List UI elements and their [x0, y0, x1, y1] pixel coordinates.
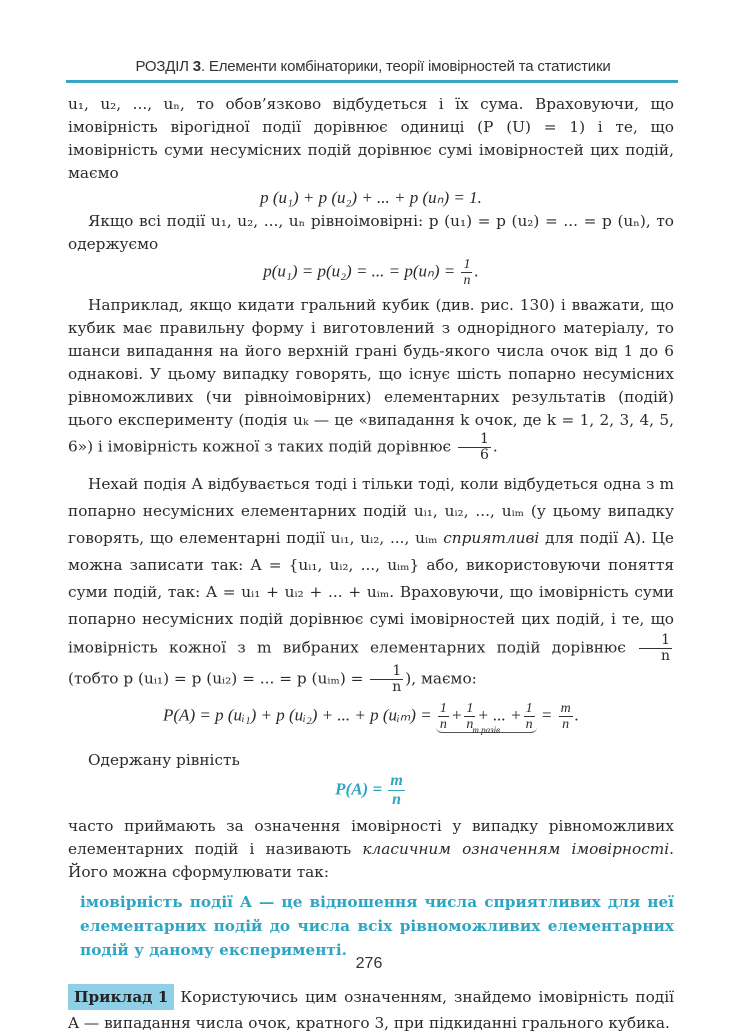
fraction: [458, 432, 491, 463]
formula-classical-derivation: [68, 701, 674, 733]
italic-term: сприятливі: [443, 529, 540, 547]
paragraph-text: для події A). Це можна записати так: A = {uᵢ₁, uᵢ₂, ..., uᵢₘ} або, використовуючи поняття суми подій, так: A = uᵢ₁ + uᵢ₂ + ... + uᵢₘ. Враховуючи, що імовірність суми попарно несумісних подій дорівнює сумі імовірностей цих подій, і те, що імовірність кожної з m вибраних елементарних подій дорівнює: [68, 529, 674, 657]
formula-text: +: [450, 705, 463, 725]
header-divider: [66, 80, 678, 83]
fraction: [370, 664, 403, 695]
section-header: [68, 58, 678, 75]
paragraph: u₁, u₂, ..., uₙ, то обов’язково відбудеться і їх сума. Враховуючи, що імовірність вірогідної події дорівнює одиниці (P (U) = 1) і те, що імовірність суми несумісних подій дорівнює сумі імовірностей цих подій, маємо: [68, 95, 674, 182]
formula-text: P(A) = p (uᵢ₁) + p (uᵢ₂) + ... + p (uᵢₘ) =: [163, 705, 432, 725]
paragraph-text: часто приймають за означення імовірності у випадку рівноможливих елементарних подій і називають: [68, 817, 674, 858]
formula-text: .: [574, 705, 579, 725]
numerator: 1: [466, 701, 474, 716]
fraction: [639, 633, 672, 664]
underbrace: [436, 701, 537, 733]
example-badge: Приклад 1: [68, 984, 174, 1010]
denominator: n: [661, 648, 671, 664]
paragraph-text: . Його можна сформулювати так:: [68, 840, 674, 881]
paragraph: Наприклад, якщо кидати гральний кубик (див. рис. 130) і вважати, що кубик має правильну форму і виготовлений з однорідного матеріалу, то шанси випадання на його верхній грані будь-якого числа очок від 1 до 6 однакові. У цьому випадку говорять, що існує шість попарно несумісних рівноможливих (чи рівноімовірних) елементарних результатів (подій) цього експерименту (подія uₖ — це «випадання k очок, де k = 1, 2, 3, 4, 5, 6») і імовірність кожної з таких подій дорівнює $\frac{1}{6}$ .: [68, 296, 674, 463]
formula-classical-probability: [68, 772, 674, 809]
formula-text: =: [540, 705, 553, 725]
definition: імовірність події A — це відношення числа сприятливих для неї елементарних подій до числа всіх рівноможливих елементарних подій у даному експерименті.: [80, 893, 674, 959]
section-number: 3: [192, 58, 201, 75]
formula-sum: p (u₁) + p (u₂) + ... + p (uₙ) = 1.: [260, 188, 482, 207]
numerator: 1: [458, 432, 491, 448]
paragraph: [68, 815, 674, 884]
numerator: 1: [463, 257, 471, 272]
fraction: [559, 701, 573, 732]
denominator: n: [392, 679, 402, 695]
page-content: [68, 93, 674, 1036]
paragraph-text: ), маємо:: [405, 669, 477, 688]
denominator: n: [525, 717, 533, 732]
formula-equal-prob: p(u₁) = p(u₂) = ... = p(uₙ) = $\frac{1}{n}$ .: [263, 257, 479, 288]
section-title: . Елементи комбінаторики, теорії імовірностей та статистики: [200, 58, 611, 75]
denominator: n: [562, 717, 570, 732]
paragraph-text: (тобто p (uᵢ₁) = p (uᵢ₂) = ... = p (uᵢₘ) =: [68, 669, 364, 688]
numerator: 1: [370, 664, 403, 680]
paragraph: Одержану рівність: [88, 751, 240, 769]
formula-text: p(u₁) = p(u₂) = ... = p(uₙ) =: [263, 261, 456, 281]
page-number: 276: [355, 955, 383, 972]
example-text: Користуючись цим означенням, знайдемо імовірність події A — випадання числа очок, кратного 3, при підкиданні грального кубика.: [68, 988, 674, 1032]
numerator: m: [390, 772, 403, 789]
paragraph: Якщо всі події u₁, u₂, ..., uₙ рівноімовірні: p (u₁) = p (u₂) = ... = p (uₙ), то одержуємо: [68, 212, 674, 253]
fraction: [461, 257, 472, 288]
example: [68, 984, 674, 1036]
underbrace-label: m разів: [472, 725, 501, 735]
paragraph-text: Наприклад, якщо кидати гральний кубик (див. рис. 130) і вважати, що кубик має правильну форму і виготовлений з однорідного матеріалу, то шанси випадання на його верхній грані будь-якого числа очок від 1 до 6 однакові. У цьому випадку говорять, що існує шість попарно несумісних рівноможливих (чи рівноімовірних) елементарних результатів (подій) цього експерименту (подія uₖ — це «випадання k очок, де k = 1, 2, 3, 4, 5, 6») і імовірність кожної з таких подій дорівнює: [68, 296, 674, 456]
numerator: 1: [439, 701, 447, 716]
numerator: 1: [639, 633, 672, 649]
paragraph: [68, 471, 674, 695]
denominator: 6: [479, 447, 489, 463]
italic-term: класичним означенням імовірності: [362, 840, 670, 858]
numerator: 1: [525, 701, 533, 716]
numerator: m: [560, 701, 571, 716]
section-label: РОЗДІЛ: [135, 58, 189, 75]
denominator: n: [392, 791, 402, 808]
fraction: [388, 772, 404, 809]
formula-text: + ... +: [477, 705, 522, 725]
paragraph-text: Нехай подія A відбувається тоді і тільки тоді, коли відбудеться одна з m попарно несумісних елементарних подій uᵢ₁, uᵢ₂, ..., uᵢₘ (у цьому випадку говорять, що елементарні події uᵢ₁, uᵢ₂, ..., uᵢₘ: [68, 475, 674, 547]
denominator: n: [463, 273, 471, 288]
denominator: n: [439, 717, 447, 732]
denominator: n: [466, 717, 474, 732]
formula-text: P(A) =: [335, 779, 383, 799]
